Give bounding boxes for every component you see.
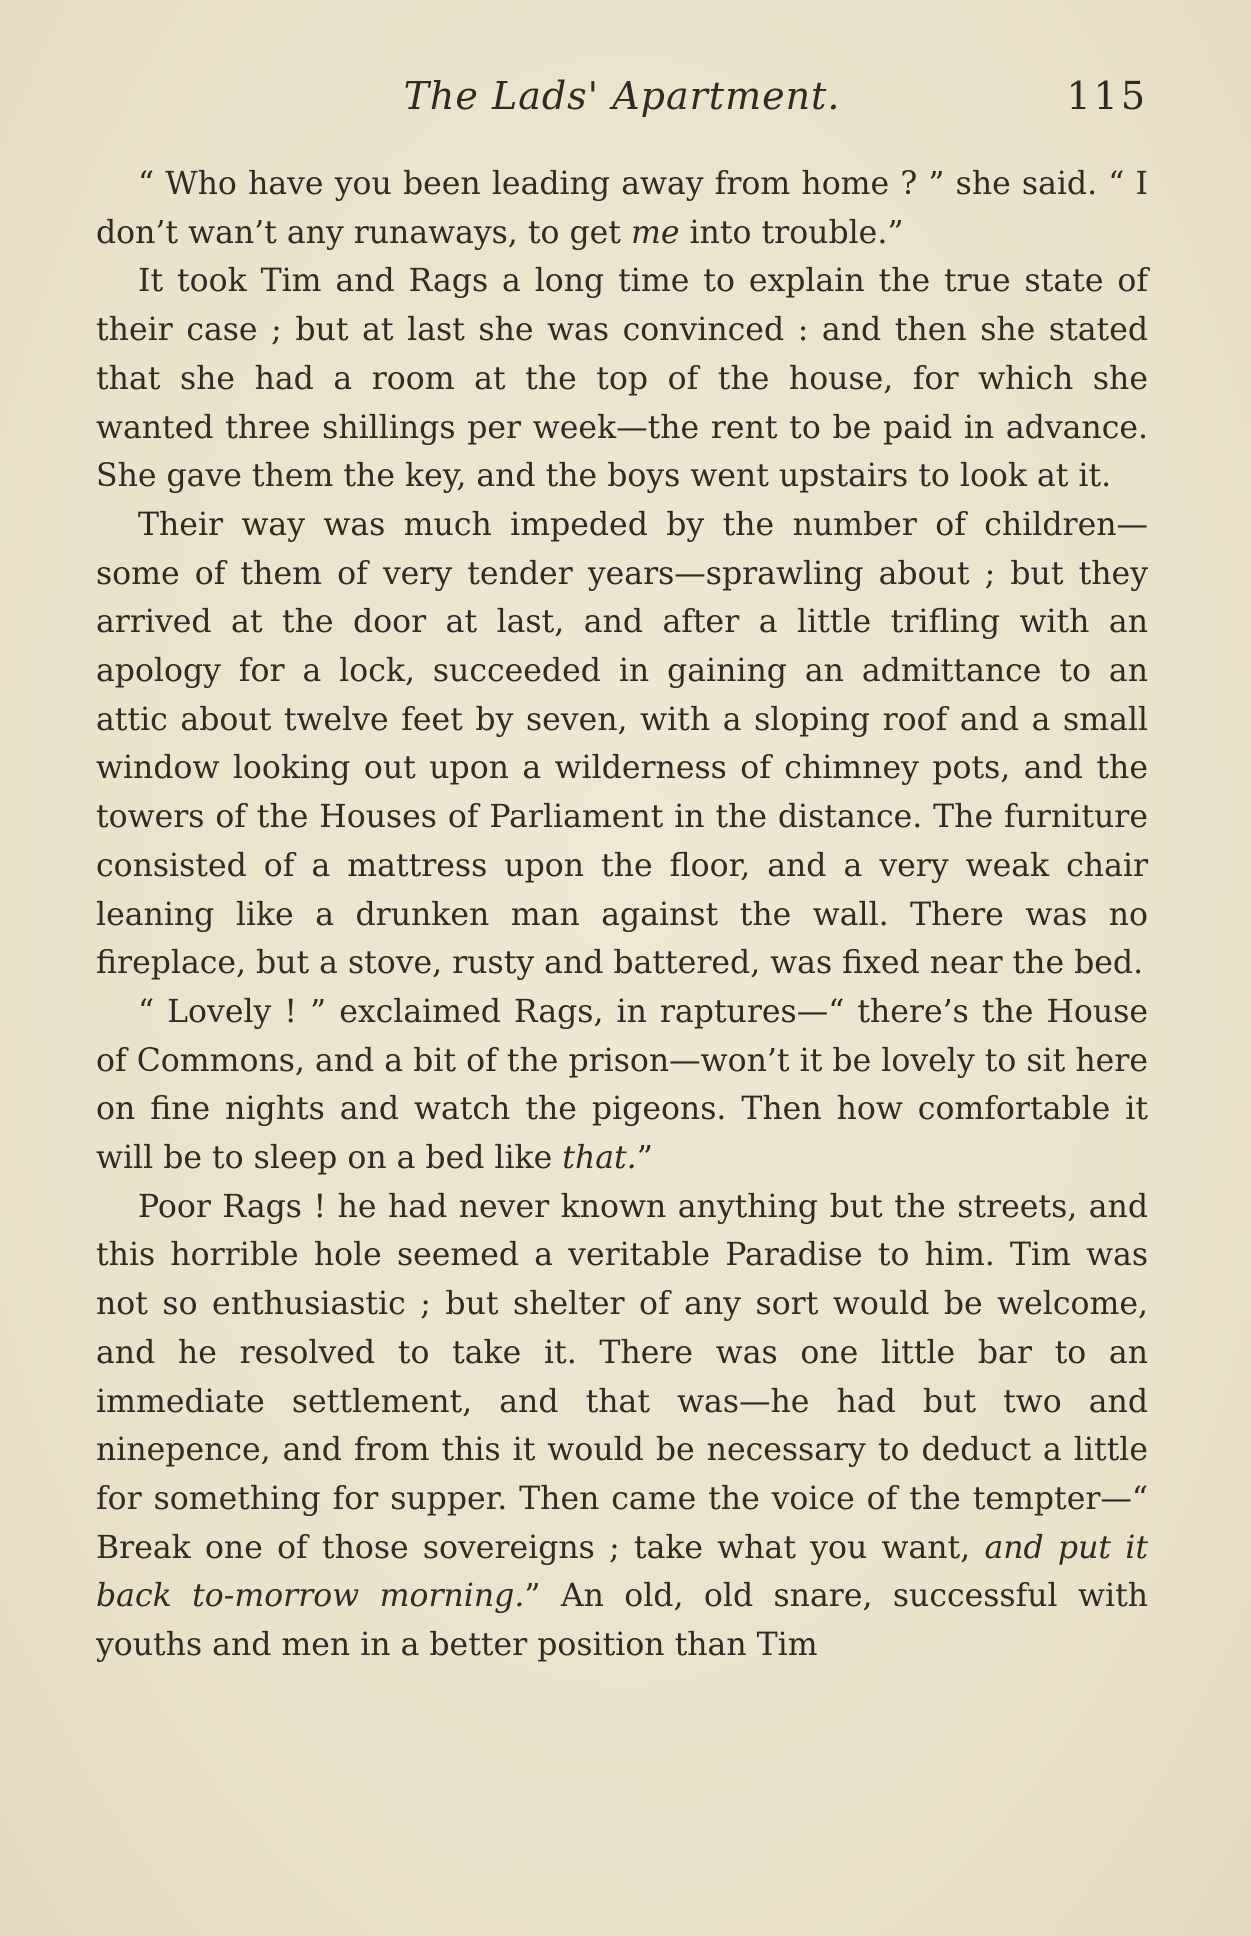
paragraph	[96, 257, 1148, 501]
text-run: It took Tim and Rags a long time to explain the true state of their case ; but at last she was convinced : and then she stated that she had a room at the top of the house, for which she wanted three shillings per week—the rent to be paid in advance. She gave them the key, and the boys went upstairs to look at it.	[96, 263, 1148, 495]
italic-text: me	[630, 214, 680, 251]
italic-text: that.	[562, 1140, 637, 1177]
paragraph	[96, 988, 1148, 1183]
text-run: “ Who have you been leading away from home ? ” she said. “ I don’t wan’t any runaways, to get	[96, 166, 1148, 251]
running-title: The Lads' Apartment.	[403, 74, 841, 118]
italic-text: and put it back to-morrow morning.	[96, 1529, 1148, 1615]
paragraph	[96, 160, 1148, 257]
text-run: Their way was much impeded by the number of children—some of them of very tender years—sprawling about ; but they arrived at the door at last, and after a little trifling with an apology for a lock, succeeded in gaining an admittance to an attic about twelve feet by seven, with a sloping roof and a small window looking out upon a wilderness of chimney pots, and the towers of the Houses of Parliament in the distance. The furniture consisted of a mattress upon the floor, and a very weak chair leaning like a drunken man against the wall. There was no fireplace, but a stove, rusty and battered, was fixed near the bed.	[96, 506, 1148, 982]
body-text	[96, 160, 1148, 1670]
page-number: 115	[1066, 74, 1148, 118]
text-run: ” An old, old snare, successful with youths and men in a better position than Tim	[96, 1578, 1149, 1664]
text-run: “ Lovely ! ” exclaimed Rags, in raptures—“ there’s the House of Commons, and a bit of the prison—won’t it be lovely to sit here on fine nights and watch the pigeons. Then how comfortable it will be to sleep on a bed like	[96, 993, 1148, 1177]
paragraph	[96, 1183, 1148, 1670]
text-run: Poor Rags ! he had never known anything but the streets, and this horrible hole seemed a veritable Paradise to him. Tim was not so enthusiastic ; but shelter of any sort would be welcome, and he resolved to take it. There was one little bar to an immediate settlement, and that was—he had but two and ninepence, and from this it would be necessary to deduct a little for something for supper. Then came the voice of the tempter—“ Break one of those sovereigns ; take what you want,	[96, 1188, 1148, 1566]
page-header	[96, 68, 1148, 124]
text-run: ”	[636, 1140, 653, 1177]
text-run: into trouble.”	[679, 214, 904, 251]
paragraph	[96, 501, 1148, 988]
